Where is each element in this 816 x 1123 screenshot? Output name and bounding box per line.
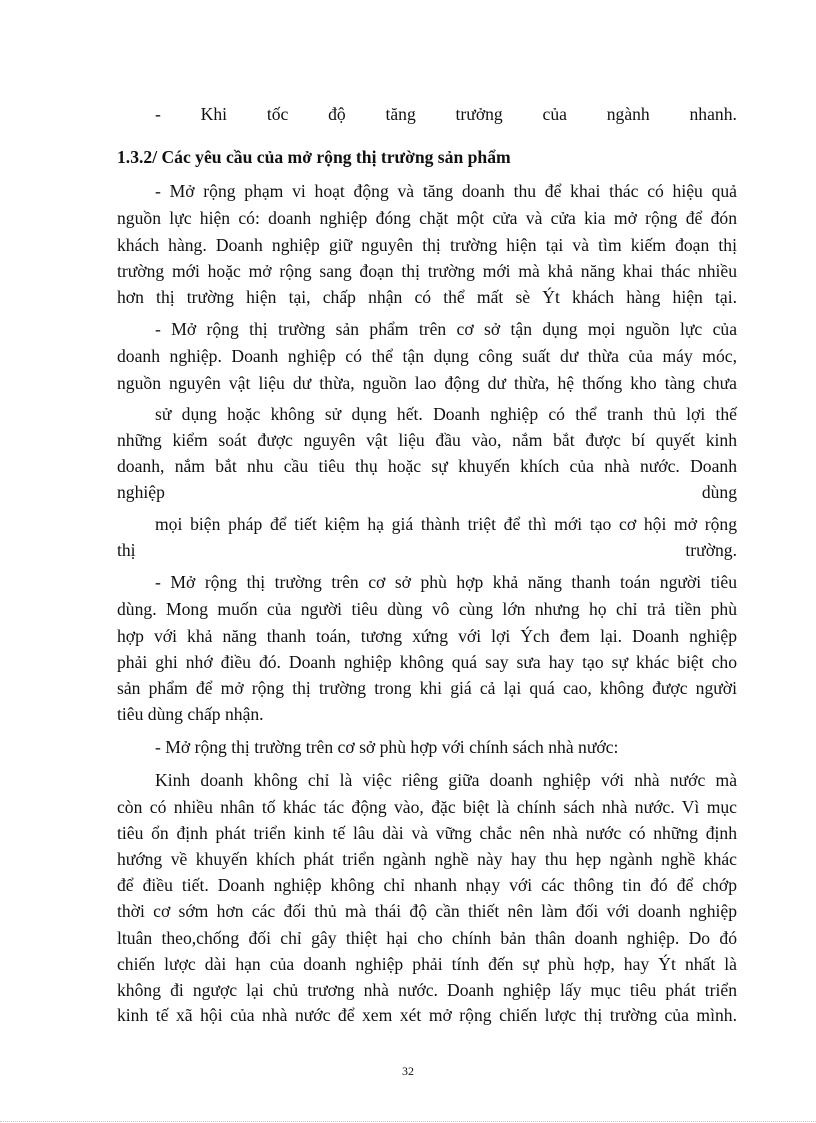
word: tăng: [385, 104, 416, 124]
word: nhanh.: [689, 104, 737, 124]
paragraph-line: hợp với khả năng thanh toán, tương xứng với lợi Ých đem lại. Doanh nghiệp: [117, 626, 737, 646]
paragraph-line: để điều tiết. Doanh nghiệp không chỉ nhanh nhạy với các thông tin đó để chớp: [117, 875, 737, 895]
paragraph-line: tiêu ổn định phát triển kinh tế lâu dài và vững chắc nên nhà nước có những định: [117, 823, 737, 843]
word: Khi: [200, 104, 228, 124]
paragraph-line: doanh, nắm bắt nhu cầu tiêu thụ hoặc sự khuyến khích của nhà nước. Doanh: [117, 456, 737, 476]
paragraph-line: khách hàng. Doanh nghiệp giữ nguyên thị trường hiện tại và tìm kiếm đoạn thị: [117, 235, 737, 255]
word: tốc: [266, 104, 289, 124]
section-heading: 1.3.2/ Các yêu cầu của mở rộng thị trường sản phẩm: [117, 147, 511, 167]
paragraph-line: nghiệp: [117, 482, 165, 502]
paragraph-line: những kiểm soát được nguyên vật liệu đầu vào, nắm bắt được bí quyết kinh: [117, 430, 737, 450]
paragraph-line: trường mới hoặc mở rộng sang đoạn thị trường mới mà khả năng khai thác nhiều: [117, 261, 737, 281]
paragraph-line: chiến lược dài hạn của doanh nghiệp phải tính đến sự phù hợp, hay Ýt nhất là: [117, 954, 737, 974]
paragraph-line: hơn thị trường hiện tại, chấp nhận có thể mất sè Ýt khách hàng hiện tại.: [117, 287, 737, 307]
word: ngành: [606, 104, 650, 124]
paragraph-line: Kinh doanh không chỉ là việc riêng giữa doanh nghiệp với nhà nước mà: [155, 770, 737, 790]
paragraph-line: kinh tế xã hội của nhà nước để xem xét mở rộng chiến lược thị trường của mình.: [117, 1005, 737, 1025]
paragraph-line: mọi biện pháp để tiết kiệm hạ giá thành triệt để thì mới tạo cơ hội mở rộng: [155, 514, 737, 534]
paragraph-line: ltuân theo,chống đối chỉ gây thiệt hại cho chính bản thân doanh nghiệp. Do đó: [117, 928, 737, 948]
paragraph-line: thời cơ sớm hơn các đối thủ mà thái độ cần thiết nên làm đối với doanh nghiệp: [117, 901, 737, 921]
paragraph-line: doanh nghiệp. Doanh nghiệp có thể tận dụng công suất dư thừa của máy móc,: [117, 346, 737, 366]
paragraph-line: nguồn nguyên vật liệu dư thừa, nguồn lao động dư thừa, hệ thống kho tàng chưa: [117, 373, 737, 393]
paragraph-line: - Mở rộng phạm vi hoạt động và tăng doanh thu để khai thác có hiệu quả: [155, 181, 737, 201]
paragraph-line: - Mở rộng thị trường trên cơ sở phù hợp với chính sách nhà nước:: [155, 737, 619, 757]
page-bottom-rule: [0, 1121, 816, 1122]
intro-bullet-line: [155, 103, 737, 125]
paragraph-line: không đi ngược lại chủ trương nhà nước. Doanh nghiệp lấy mục tiêu phát triển: [117, 980, 737, 1000]
word: -: [155, 104, 161, 124]
paragraph-line: sử dụng hoặc không sử dụng hết. Doanh nghiệp có thể tranh thủ lợi thế: [155, 404, 737, 424]
paragraph-line: còn có nhiều nhân tố khác tác động vào, đặc biệt là chính sách nhà nước. Vì mục: [117, 797, 737, 817]
paragraph-line: dùng: [701, 482, 737, 502]
paragraph-line: trường.: [685, 540, 737, 560]
paragraph-line: - Mở rộng thị trường trên cơ sở phù hợp khả năng thanh toán người tiêu: [155, 572, 737, 592]
paragraph-line: tiêu dùng chấp nhận.: [117, 704, 264, 724]
paragraph-line: dùng. Mong muốn của người tiêu dùng vô cùng lớn nhưng họ chỉ trả tiền phù: [117, 599, 737, 619]
page-number: 32: [402, 1064, 414, 1078]
paragraph-line: phải ghi nhớ điều đó. Doanh nghiệp không quá say sưa hay tạo sự khác biệt cho: [117, 652, 737, 672]
paragraph-line: nguồn lực hiện có: doanh nghiệp đóng chặt một cửa và cửa kia mở rộng để đón: [117, 208, 737, 228]
word: độ: [328, 104, 346, 124]
paragraph-line: - Mở rộng thị trường sản phẩm trên cơ sở tận dụng mọi nguồn lực của: [155, 319, 737, 339]
word: của: [542, 104, 567, 124]
paragraph-line: sản phẩm để mở rộng thị trường trong khi giá cả lại quá cao, không được người: [117, 678, 737, 698]
paragraph-line: thị: [117, 540, 136, 560]
word: trưởng: [455, 104, 503, 124]
paragraph-line: hướng về khuyến khích phát triển ngành nghề này hay thu hẹp ngành nghề khác: [117, 849, 737, 869]
